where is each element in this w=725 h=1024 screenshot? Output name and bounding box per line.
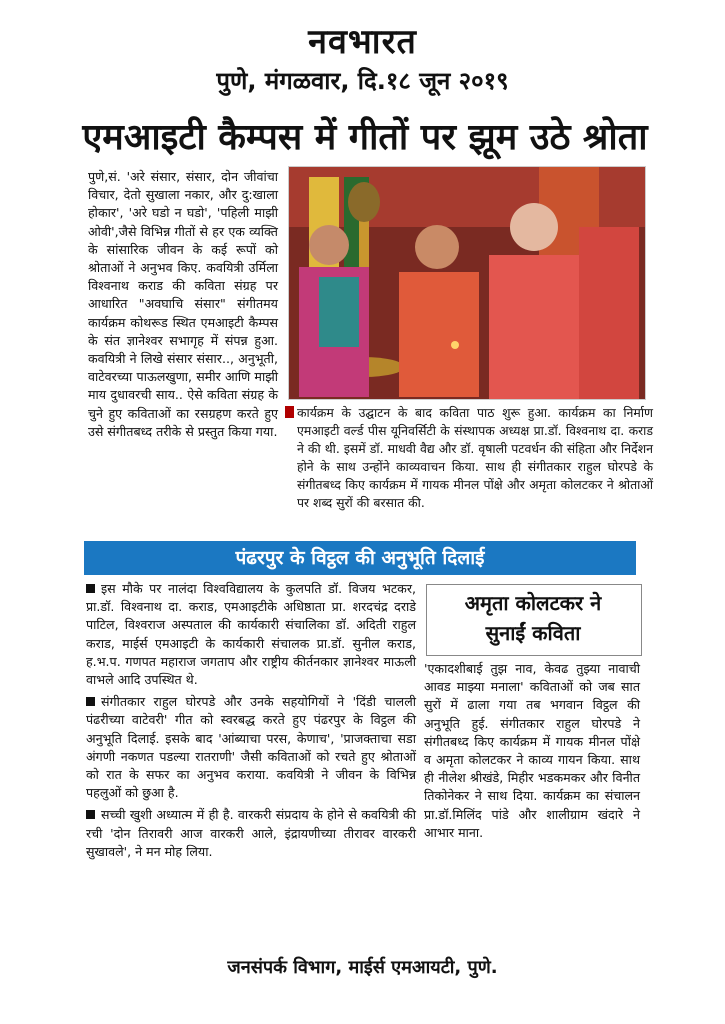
bullet-icon	[86, 697, 95, 706]
paragraph-text: सच्ची खुशी अध्यात्म में ही है. वारकरी संप्रदाय के होने से कवयित्री की रची 'दोन तिरावरी आज वारकरी आले, इंद्रायणीच्या तीरावर वारकरी सुखावले', ने मन मोह लिया.	[86, 807, 416, 859]
paragraph-text: इस मौके पर नालंदा विश्वविद्यालय के कुलपति डॉ. विजय भटकर, प्रा.डॉ. विश्वनाथ दा. कराड, एमआइटीके अधिष्ठाता प्रा. शरदचंद्र दराडे पाटिल, विश्वराज अस्पताल की कार्यकारी संचालिका डॉ. अदिती राहुल कराड, माईर्स एमआइटी के कार्यकारी संचालक प्रा.डॉ. सुनील कराड, ह.भ.प. गणपत महाराज जगताप और राष्ट्रीय कीर्तनकार ज्ञानेश्वर माऊली वाभले आदि उपस्थित थे.	[86, 581, 416, 688]
footer-credit: जनसंपर्क विभाग, माईर्स एमआयटी, पुणे.	[227, 957, 498, 978]
bullet-icon	[86, 810, 95, 819]
paragraph-1	[86, 580, 416, 689]
intro-paragraph: पुणे,सं. 'अरे संसार, संसार, दोन जीवांचा विचार, देतो सुखाला नकार, और दु:खाला होकार', 'अरे घडो न घडो', 'पहिली माझी ओवी',जैसे विभिन्न गीतों से हर एक व्यक्ति के सांसारिक जीवन के कई रूपों को श्रोताओं ने अनुभव किए. कवयित्री उर्मिला विश्वनाथ कराड की कविता संग्रह पर आधारित "अवघाचि संसार" संगीतमय कार्यक्रम कोथरूड स्थित एमआइटी कैम्पस के संत ज्ञानेश्वर सभागृह में संपन्न हुआ. कवयित्री ने लिखे संसार संसार.., अनुभूती, वाटेवरच्या पाऊलखुणा, समीर आणि माझी माय दुधावरची साय.. ऐसे कविता संग्रह के चुने हुए कविताओं का रसग्रहण करते हुए उसे संगीतबध्द तरीके से प्रस्तुत किया गया.	[88, 169, 278, 439]
bottom-left-column	[86, 580, 416, 865]
box-title-line-2: सुनाईं कविता	[485, 621, 581, 645]
box-title-line-1: अमृता कोलटकर ने	[464, 591, 602, 615]
article-headline: एमआइटी कैम्पस में गीतों पर झूम उठे श्रोता	[82, 117, 648, 158]
paragraph-text: संगीतकार राहुल घोरपडे और उनके सहयोगियों ने 'दिंडी चालली पंढरीच्या वाटेवरी' गीत को स्वरबद्ध करते हुए पंढरपुर के विट्ठल की अनुभूति दिलाई. इसके बाद 'आंब्याचा परस, केणाच', 'प्राजक्ताचा सडा अंगणी नकणत पडल्या रातराणी' जैसी कविताओं को रचते हुए श्रोताओं को रात के सफर का अनुभव कराया. कवयित्री ने जीवन के विभिन्न पहलुओं को छुआ है.	[86, 694, 416, 801]
photo-caption: कार्यक्रम के उद्घाटन के बाद कविता पाठ शुरू हुआ. कार्यक्रम का निर्माण एमआइटी वर्ल्ड पीस यूनिवर्सिटी के संस्थापक अध्यक्ष प्रा.डॉ. विश्वनाथ दा. कराड ने की थी. इसमें डॉ. माधवी वैद्य और डॉ. वृषाली पटवर्धन की संहिता और निर्देशन होने के साथ उन्होंने काव्यवाचन किया. साथ ही संगीतकार राहुल घोरपडे के संगीतबध्द किए कार्यक्रम में गायक मीनल पोंक्षे और अमृता कोलटकर ने श्रोताओं पर शब्द सुरों की बरसात की.	[297, 405, 653, 510]
sidebar-box-title	[426, 588, 640, 648]
right-column-paragraph: 'एकादशीबाई तुझ नाव, केवढ तुझ्या नावाची आवड माझ्या मनाला' कविताओं को जब सात सुरों में ढाला गया तब भगवान विट्ठल की अनुभूति हुई. संगीतकार राहुल घोरपडे ने संगीतबध्द किए कार्यक्रम में गायक मीनल पोंक्षे व अमृता कोलटकर ने काव्य गायन किया. साथ ही नीलेश श्रीखंडे, मिहीर भडकमकर और विनीत तिकोनेकर ने साथ दिया. कार्यक्रम का संचालन प्रा.डॉ.मिलिंद पांडे और शालीग्राम खंदारे ने आभार माना.	[424, 661, 640, 840]
event-photo	[288, 166, 646, 400]
paragraph-2	[86, 693, 416, 802]
lamp-lighting-photo	[289, 167, 645, 399]
bullet-icon	[86, 584, 95, 593]
dateline: पुणे, मंगळवार, दि.१८ जून २०१९	[216, 67, 509, 95]
subheading: पंढरपुर के विट्ठल की अनुभूति दिलाई	[235, 547, 485, 569]
newspaper-masthead: नवभारत	[308, 22, 417, 62]
paragraph-3	[86, 806, 416, 861]
